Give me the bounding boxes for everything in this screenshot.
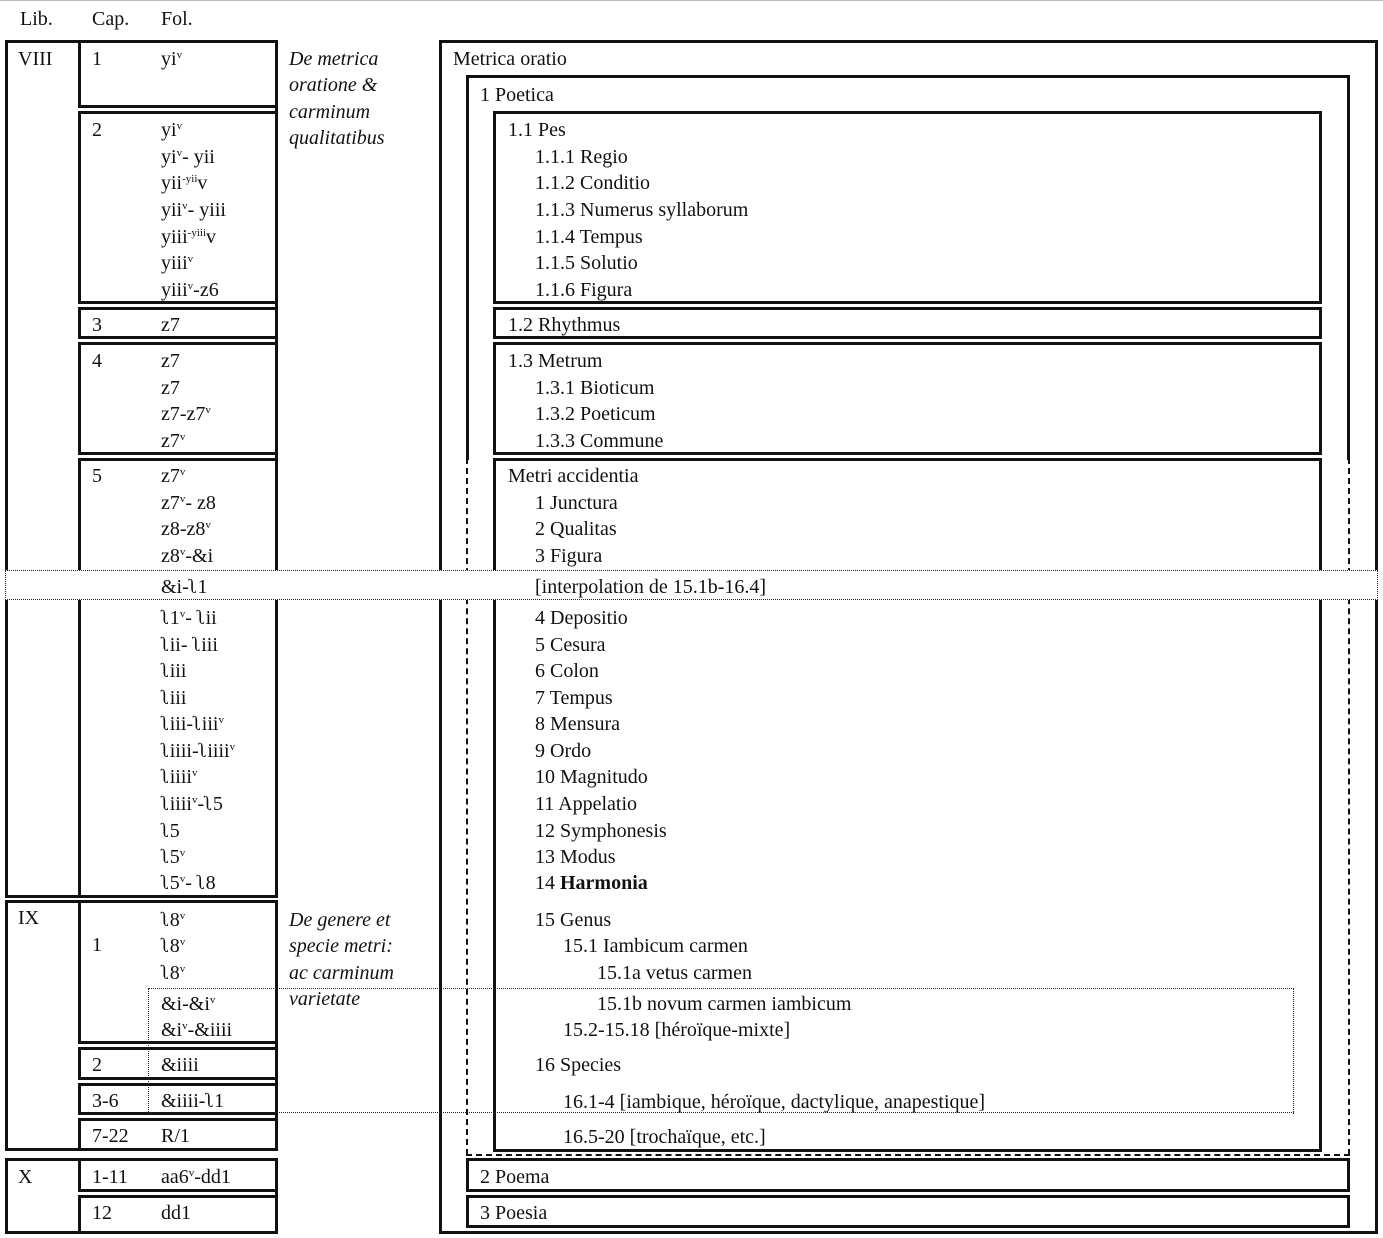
outline-pes: 1.1 Pes bbox=[508, 119, 566, 141]
book-viii-title: oratione & bbox=[289, 74, 378, 96]
outline-metrum: 1.3 Metrum bbox=[508, 350, 603, 372]
folio-entry: aa6$^v$-dd1 bbox=[161, 1166, 231, 1188]
outline-root: Metrica oratio bbox=[453, 48, 567, 70]
folio-entry: z8-z8$^v$ bbox=[161, 518, 211, 540]
header-cap: Cap. bbox=[92, 8, 130, 30]
folio-entry: ʅ5 bbox=[161, 820, 180, 842]
book-label: VIII bbox=[18, 48, 53, 70]
outline-genus: 15 Genus bbox=[535, 909, 612, 931]
header-lib: Lib. bbox=[20, 8, 53, 30]
harmonia-label: Harmonia bbox=[560, 872, 648, 894]
folio-entry: ʅ8$^v$ bbox=[161, 935, 186, 957]
chapter-number: 2 bbox=[92, 1054, 102, 1076]
poema-box bbox=[466, 1158, 1350, 1192]
book-viii-title: qualitatibus bbox=[289, 127, 385, 149]
folio-entry: ʅiii bbox=[161, 660, 187, 682]
outline-item: 1.1.4 Tempus bbox=[535, 226, 643, 248]
outline-species: 16 Species bbox=[535, 1054, 622, 1076]
outline-accidentia: Metri accidentia bbox=[508, 465, 639, 487]
book-ix-title: varietate bbox=[289, 988, 361, 1010]
outline-interpolation: [interpolation de 15.1b-16.4] bbox=[535, 576, 767, 598]
outline-rhythmus: 1.2 Rhythmus bbox=[508, 314, 621, 336]
folio-entry: yiii$^v$-z6 bbox=[161, 279, 219, 301]
poetica-dashed-left bbox=[466, 458, 468, 1155]
chapter-number: 4 bbox=[92, 350, 102, 372]
poesia-box bbox=[466, 1195, 1350, 1228]
chapter-number: 1 bbox=[92, 934, 102, 956]
chapter-number: 2 bbox=[92, 119, 102, 141]
folio-entry: $\&i-\&i^v$ bbox=[161, 993, 216, 1015]
outline-item: 3 Figura bbox=[535, 545, 603, 567]
folio-entry: z7$^v$ bbox=[161, 465, 186, 487]
folio-entry: &iiii-ʅ1 bbox=[161, 1090, 225, 1112]
folio-entry: ʅiiii$^v$ bbox=[161, 766, 198, 788]
folio-entry: $yi^v-$ yii bbox=[161, 146, 215, 168]
folio-entry: yiii$^{-yiii}$v bbox=[161, 226, 217, 248]
outline-item: 1.1.5 Solutio bbox=[535, 252, 638, 274]
outline-item: 1 Junctura bbox=[535, 492, 618, 514]
folio-entry: ʅiiii$^v$-ʅ5 bbox=[161, 793, 223, 815]
folio-entry: dd1 bbox=[161, 1202, 191, 1224]
outline-item: 1.1.3 Numerus syllaborum bbox=[535, 199, 749, 221]
outline-item: 1.3.3 Commune bbox=[535, 430, 664, 452]
book-viii-title: carminum bbox=[289, 101, 371, 123]
chapter-number: 1 bbox=[92, 48, 102, 70]
outline-poetica: 1 Poetica bbox=[480, 84, 554, 106]
outline-item: 2 Qualitas bbox=[535, 518, 617, 540]
folio-entry: ʅii- ʅiii bbox=[161, 634, 218, 656]
harmonia-number: 14 bbox=[535, 872, 555, 894]
chapter-number: 7-22 bbox=[92, 1125, 129, 1147]
outline-poesia: 3 Poesia bbox=[480, 1202, 548, 1224]
book-ix-title: De genere et bbox=[289, 909, 391, 931]
book-label: X bbox=[18, 1166, 33, 1188]
folio-entry: $\&i^v-\&iiii$ bbox=[161, 1019, 233, 1041]
folio-entry: yii$^v$- yiii bbox=[161, 199, 226, 221]
top-rule bbox=[0, 0, 1383, 1]
folio-entry: z7-z7$^v$ bbox=[161, 403, 211, 425]
folio-entry: z7 bbox=[161, 350, 180, 372]
header-fol: Fol. bbox=[161, 8, 193, 30]
outline-poema: 2 Poema bbox=[480, 1166, 550, 1188]
outline-item: 1.3.1 Bioticum bbox=[535, 377, 655, 399]
outline-item: 16.5-20 [trochaïque, etc.] bbox=[563, 1126, 766, 1148]
chapter-number: 5 bbox=[92, 465, 102, 487]
folio-entry: ʅ5$^v$ bbox=[161, 846, 186, 868]
outline-item: 6 Colon bbox=[535, 660, 599, 682]
outline-item: 4 Depositio bbox=[535, 607, 628, 629]
folio-entry: z8$^v$-&i bbox=[161, 545, 214, 567]
chapter-number: 1-11 bbox=[92, 1166, 128, 1188]
book-viii-title: De metrica bbox=[289, 48, 379, 70]
chapter-number: 3 bbox=[92, 314, 102, 336]
folio-entry: ʅ8$^v$ bbox=[161, 962, 186, 984]
outline-item: 7 Tempus bbox=[535, 687, 613, 709]
folio-entry: $yi^v$ bbox=[161, 119, 183, 141]
book-ix-title: ac carminum bbox=[289, 962, 394, 984]
outline-item: 1.1.1 Regio bbox=[535, 146, 628, 168]
folio-entry: z7$^v$ bbox=[161, 430, 186, 452]
folio-entry: ʅiiii-ʅiiii$^v$ bbox=[161, 740, 236, 762]
interpolation-link-left bbox=[148, 988, 149, 1114]
interpolation-link-right bbox=[1293, 988, 1294, 1114]
outline-item: 9 Ordo bbox=[535, 740, 592, 762]
folio-entry: z7 bbox=[161, 377, 180, 399]
outline-item: 15.2-15.18 [héroïque-mixte] bbox=[563, 1019, 791, 1041]
chapter-number: 3-6 bbox=[92, 1090, 119, 1112]
folio-entry: ʅiii-ʅiii$^v$ bbox=[161, 713, 224, 735]
folio-entry: yii$^{-yii}$v bbox=[161, 172, 208, 194]
folio-entry: ʅ8$^v$ bbox=[161, 909, 186, 931]
folio-entry: ʅ5$^v$- ʅ8 bbox=[161, 872, 216, 894]
folio-entry: z7 bbox=[161, 314, 180, 336]
outline-item: 1.1.6 Figura bbox=[535, 279, 633, 301]
outline-item: 1.1.2 Conditio bbox=[535, 172, 651, 194]
outline-item: 15.1b novum carmen iambicum bbox=[597, 993, 852, 1015]
folio-entry: ʅiii bbox=[161, 687, 187, 709]
poetica-dashed-bottom bbox=[466, 1154, 1350, 1156]
outline-item: 15.1a vetus carmen bbox=[597, 962, 752, 984]
folio-entry: R/1 bbox=[161, 1125, 190, 1147]
folio-entry: &iiii bbox=[161, 1054, 199, 1076]
outline-item: 1.3.2 Poeticum bbox=[535, 403, 656, 425]
outline-item: 5 Cesura bbox=[535, 634, 606, 656]
folio-entry: yiii$^v$ bbox=[161, 252, 194, 274]
chapter-number: 12 bbox=[92, 1202, 112, 1224]
outline-item: 10 Magnitudo bbox=[535, 766, 648, 788]
outline-item: 15.1 Iambicum carmen bbox=[563, 935, 748, 957]
folio-entry: $yi^v$ bbox=[161, 48, 183, 70]
outline-item: 16.1-4 [iambique, héroïque, dactylique, anapestique] bbox=[563, 1091, 986, 1113]
outline-item: 8 Mensura bbox=[535, 713, 620, 735]
book-ix-title: specie metri: bbox=[289, 935, 393, 957]
outline-item: 13 Modus bbox=[535, 846, 616, 868]
folio-entry: &i-ʅ1 bbox=[161, 576, 208, 598]
outline-item: 12 Symphonesis bbox=[535, 820, 667, 842]
folio-entry: ʅ1$^v$- ʅii bbox=[161, 607, 217, 629]
outline-harmonia bbox=[535, 872, 648, 894]
outline-item: 11 Appelatio bbox=[535, 793, 638, 815]
folio-entry: z7$^v$- z8 bbox=[161, 492, 216, 514]
poetica-dashed-right bbox=[1348, 458, 1350, 1155]
book-label: IX bbox=[18, 907, 40, 929]
